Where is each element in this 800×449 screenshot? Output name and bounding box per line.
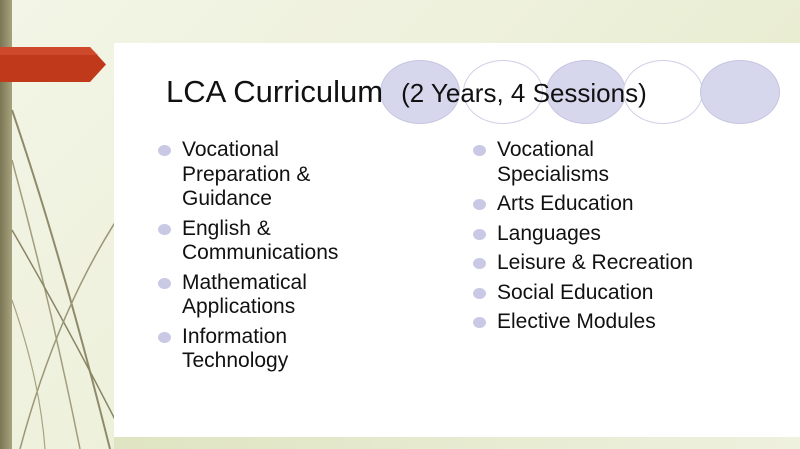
- list-item: [158, 217, 458, 266]
- item-line: Communications: [182, 241, 339, 264]
- bullet-icon: [473, 145, 486, 156]
- title-text: LCA Curriculum: [166, 74, 384, 109]
- bullet-icon: [158, 278, 171, 289]
- title-subtitle: (2 Years, 4 Sessions): [401, 78, 647, 108]
- item-line: Preparation &: [182, 162, 311, 186]
- list-item: [473, 138, 793, 187]
- item-line: Mathematical: [182, 270, 307, 294]
- item-line: Vocational: [497, 138, 594, 161]
- list-item: [473, 310, 793, 335]
- list-item: [158, 138, 458, 212]
- item-line: Languages: [497, 221, 601, 245]
- item-line: Social Education: [497, 280, 654, 304]
- list-item: [473, 281, 793, 306]
- item-line: Specialisms: [497, 162, 610, 186]
- left-bullet-list: [158, 138, 458, 379]
- bullet-icon: [473, 229, 486, 240]
- item-line: English &: [182, 216, 271, 240]
- slide-title: [166, 74, 647, 110]
- item-line: Guidance: [182, 187, 272, 210]
- bullet-icon: [158, 332, 171, 343]
- item-line: Information: [182, 324, 288, 348]
- list-item: [473, 222, 793, 247]
- bullet-icon: [473, 258, 486, 269]
- circle-shape: [700, 60, 780, 124]
- item-line: Elective Modules: [497, 310, 656, 333]
- bottom-decorative-band: [114, 437, 800, 449]
- item-line: Vocational: [182, 138, 279, 161]
- item-line: Arts Education: [497, 192, 634, 215]
- list-item: [473, 192, 793, 217]
- bullet-icon: [473, 317, 486, 328]
- arrow-icon: [0, 47, 106, 82]
- bullet-icon: [473, 288, 486, 299]
- list-item: [158, 325, 458, 374]
- list-item: [158, 271, 458, 320]
- right-bullet-list: [473, 138, 793, 340]
- item-line: Technology: [182, 349, 289, 372]
- bullet-icon: [158, 224, 171, 235]
- bullet-icon: [473, 199, 486, 210]
- list-item: [473, 251, 793, 276]
- item-line: Applications: [182, 295, 296, 318]
- item-line: Leisure & Recreation: [497, 251, 694, 274]
- bullet-icon: [158, 145, 171, 156]
